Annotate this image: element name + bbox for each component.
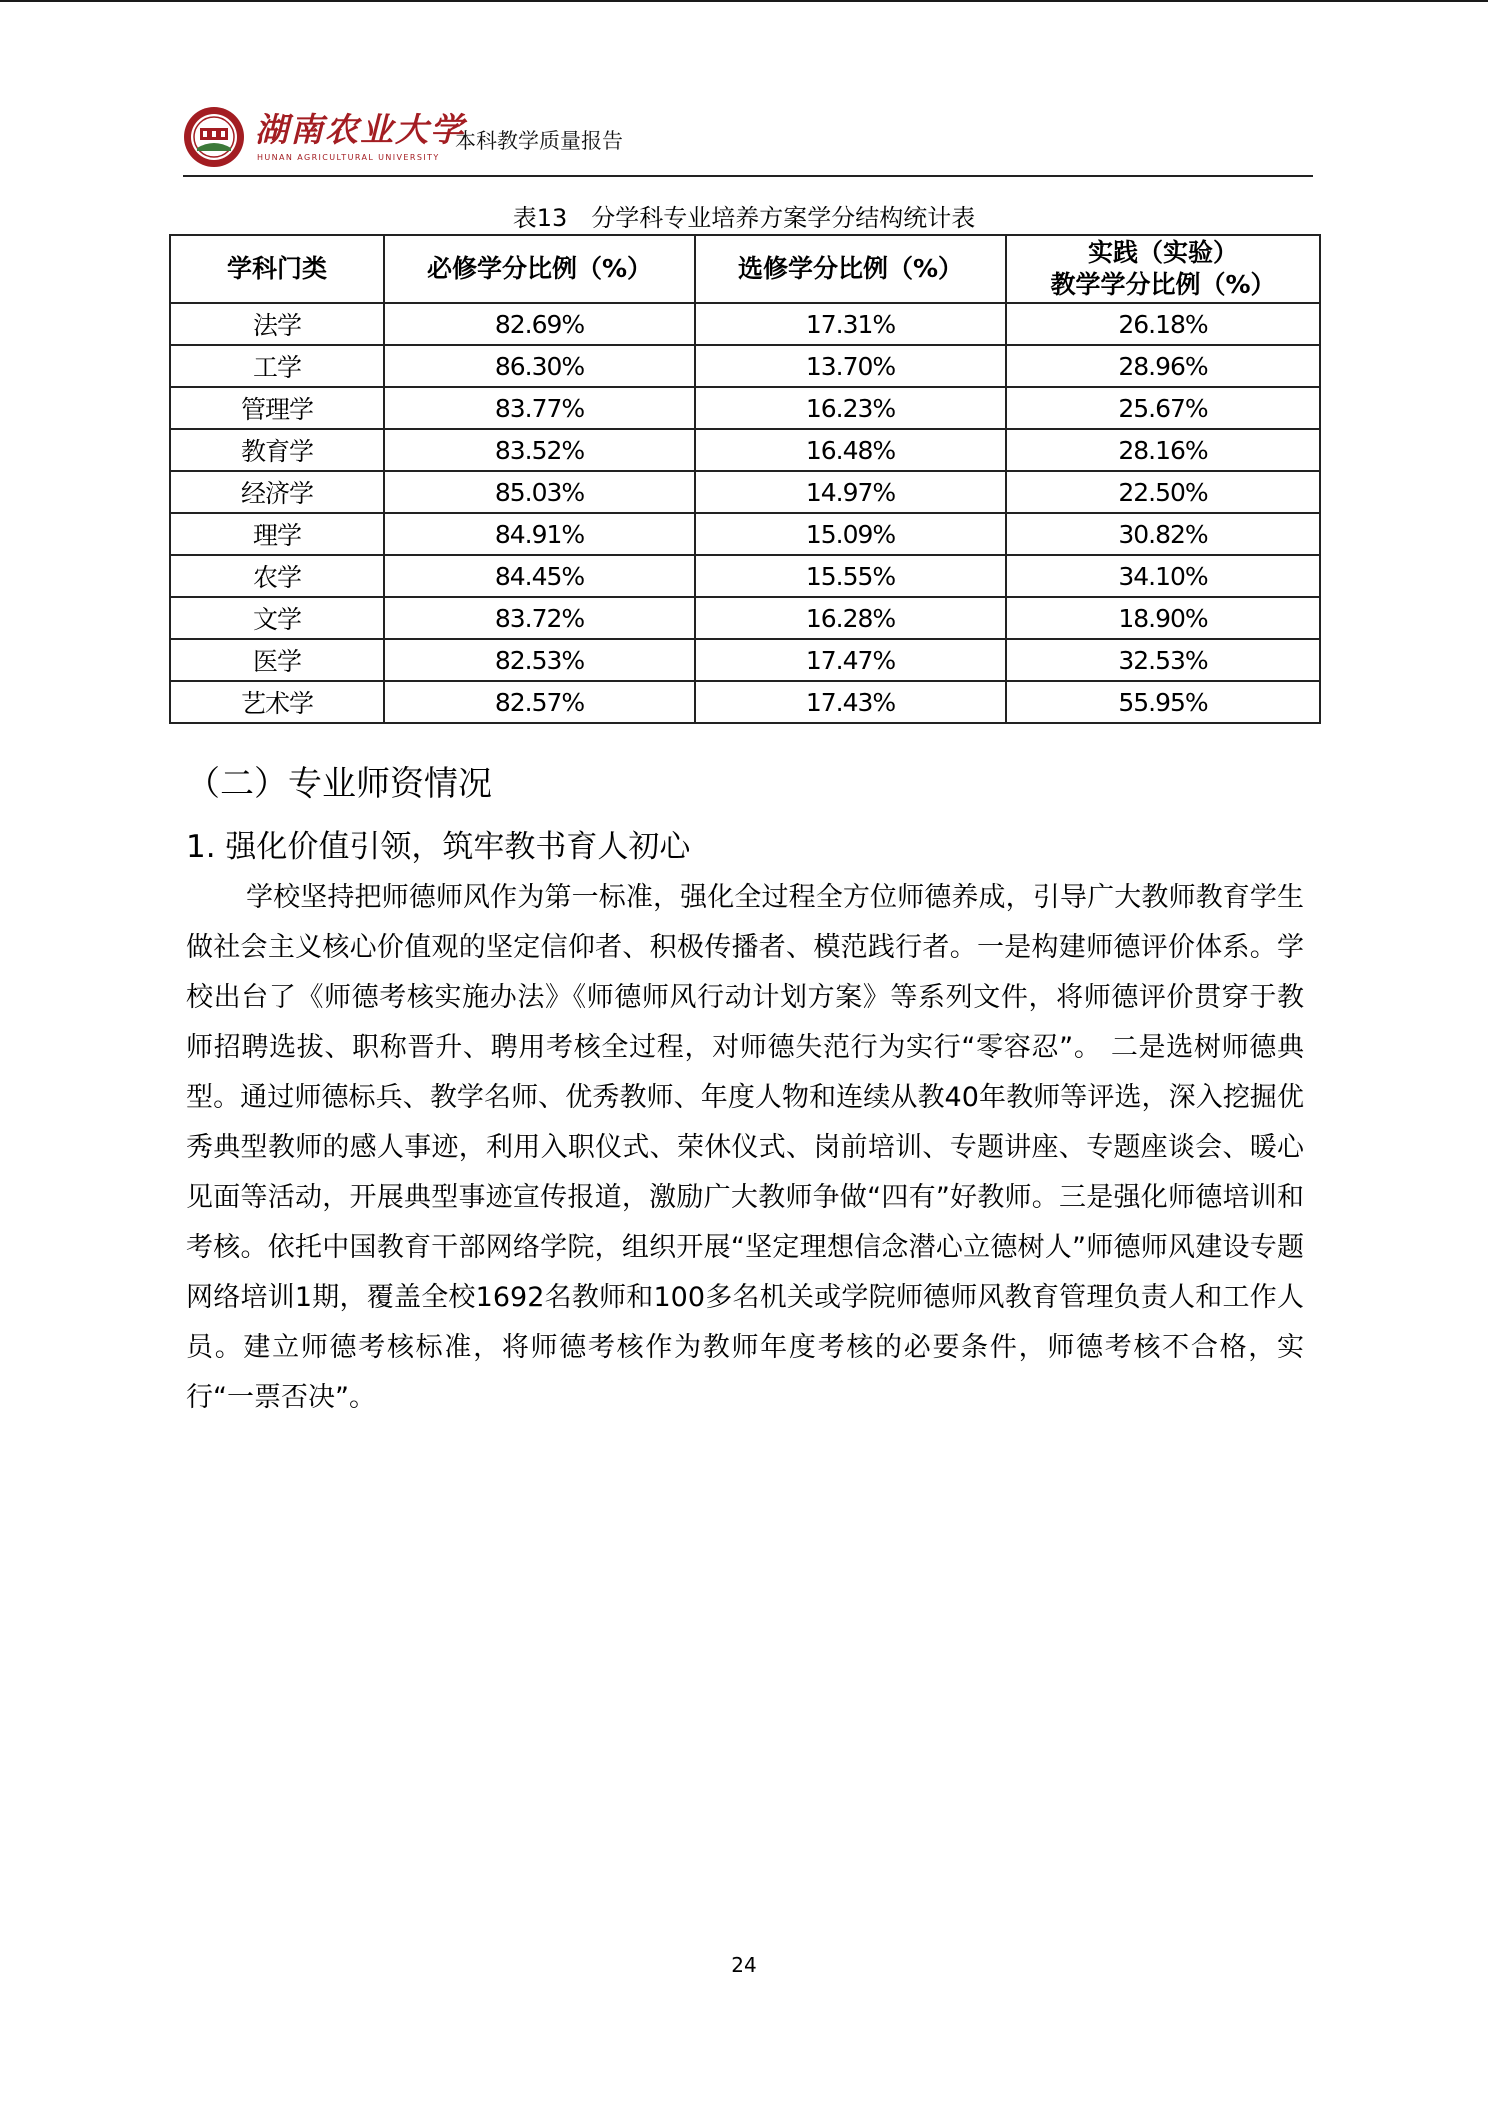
cell-elective: 13.70% xyxy=(695,345,1006,387)
cell-discipline: 理学 xyxy=(170,513,384,555)
university-logo-text: 湖南农业大学 xyxy=(255,110,465,149)
cell-elective: 16.23% xyxy=(695,387,1006,429)
header-discipline: 学科门类 xyxy=(170,235,384,303)
cell-required: 83.72% xyxy=(384,597,695,639)
table-row xyxy=(170,387,1320,429)
body-paragraph: 学校坚持把师德师风作为第一标准，强化全过程全方位师德养成，引导广大教师教育学生做社会主义核心价值观的坚定信仰者、积极传播者、模范践行者。一是构建师德评价体系。学校出台了《师德考核实施办法》《师德师风行动计划方案》等系列文件，将师德评价贯穿于教师招聘选拔、职称晋升、聘用考核全过程，对师德失范行为实行“零容忍”。 二是选树师德典型。通过师德标兵、教学名师、优秀教师、年度人物和连续从教40年教师等评选，深入挖掘优秀典型教师的感人事迹，利用入职仪式、荣休仪式、岗前培训、专题讲座、专题座谈会、暖心见面等活动，开展典型事迹宣传报道，激励广大教师争做“四有”好教师。三是强化师德培训和考核。依托中国教育干部网络学院，组织开展“坚定理想信念潜心立德树人”师德师风建设专题网络培训1期，覆盖全校1692名教师和100多名机关或学院师德师风教育管理负责人和工作人员。建立师德考核标准，将师德考核作为教师年度考核的必要条件，师德考核不合格，实行“一票否决”。 xyxy=(186,882,1304,1413)
header-elective-credit-ratio: 选修学分比例（%） xyxy=(695,235,1006,303)
table-row xyxy=(170,429,1320,471)
cell-practice: 28.96% xyxy=(1006,345,1320,387)
cell-discipline: 医学 xyxy=(170,639,384,681)
cell-practice: 55.95% xyxy=(1006,681,1320,723)
cell-required: 82.69% xyxy=(384,303,695,345)
cell-required: 82.57% xyxy=(384,681,695,723)
cell-required: 84.91% xyxy=(384,513,695,555)
header-practice-credit-ratio xyxy=(1006,235,1320,303)
cell-elective: 17.47% xyxy=(695,639,1006,681)
table-row xyxy=(170,639,1320,681)
cell-practice: 26.18% xyxy=(1006,303,1320,345)
cell-discipline: 工学 xyxy=(170,345,384,387)
section-heading: （二）专业师资情况 xyxy=(186,764,492,804)
cell-discipline: 经济学 xyxy=(170,471,384,513)
cell-practice: 32.53% xyxy=(1006,639,1320,681)
university-emblem-icon xyxy=(183,106,245,168)
cell-elective: 17.31% xyxy=(695,303,1006,345)
page-number: 24 xyxy=(731,1953,757,1977)
table-row xyxy=(170,681,1320,723)
sub-heading: 1. 强化价值引领，筑牢教书育人初心 xyxy=(186,829,691,865)
cell-elective: 14.97% xyxy=(695,471,1006,513)
table-row xyxy=(170,513,1320,555)
cell-practice: 34.10% xyxy=(1006,555,1320,597)
table-row xyxy=(170,555,1320,597)
cell-elective: 16.48% xyxy=(695,429,1006,471)
cell-required: 83.77% xyxy=(384,387,695,429)
credit-structure-table xyxy=(169,234,1321,724)
cell-required: 83.52% xyxy=(384,429,695,471)
cell-elective: 17.43% xyxy=(695,681,1006,723)
cell-practice: 30.82% xyxy=(1006,513,1320,555)
table-row xyxy=(170,345,1320,387)
cell-required: 86.30% xyxy=(384,345,695,387)
top-border xyxy=(0,0,1488,2)
header-practice-line2: 教学学分比例（%） xyxy=(1050,270,1276,299)
university-logo-subtext: HUNAN AGRICULTURAL UNIVERSITY xyxy=(257,153,440,162)
cell-discipline: 管理学 xyxy=(170,387,384,429)
cell-practice: 25.67% xyxy=(1006,387,1320,429)
cell-elective: 16.28% xyxy=(695,597,1006,639)
table-row xyxy=(170,471,1320,513)
cell-discipline: 农学 xyxy=(170,555,384,597)
cell-discipline: 教育学 xyxy=(170,429,384,471)
cell-required: 82.53% xyxy=(384,639,695,681)
page-header xyxy=(183,103,1313,177)
cell-discipline: 艺术学 xyxy=(170,681,384,723)
cell-required: 84.45% xyxy=(384,555,695,597)
table-row xyxy=(170,303,1320,345)
header-required-credit-ratio: 必修学分比例（%） xyxy=(384,235,695,303)
cell-discipline: 文学 xyxy=(170,597,384,639)
cell-practice: 28.16% xyxy=(1006,429,1320,471)
table-caption: 表13 分学科专业培养方案学分结构统计表 xyxy=(512,204,976,232)
table-row xyxy=(170,597,1320,639)
report-title: 本科教学质量报告 xyxy=(455,129,623,153)
header-practice-line1: 实践（实验） xyxy=(1087,238,1238,267)
cell-required: 85.03% xyxy=(384,471,695,513)
cell-elective: 15.55% xyxy=(695,555,1006,597)
table-header-row xyxy=(170,235,1320,303)
cell-practice: 22.50% xyxy=(1006,471,1320,513)
cell-elective: 15.09% xyxy=(695,513,1006,555)
cell-practice: 18.90% xyxy=(1006,597,1320,639)
header-divider xyxy=(183,175,1313,177)
cell-discipline: 法学 xyxy=(170,303,384,345)
